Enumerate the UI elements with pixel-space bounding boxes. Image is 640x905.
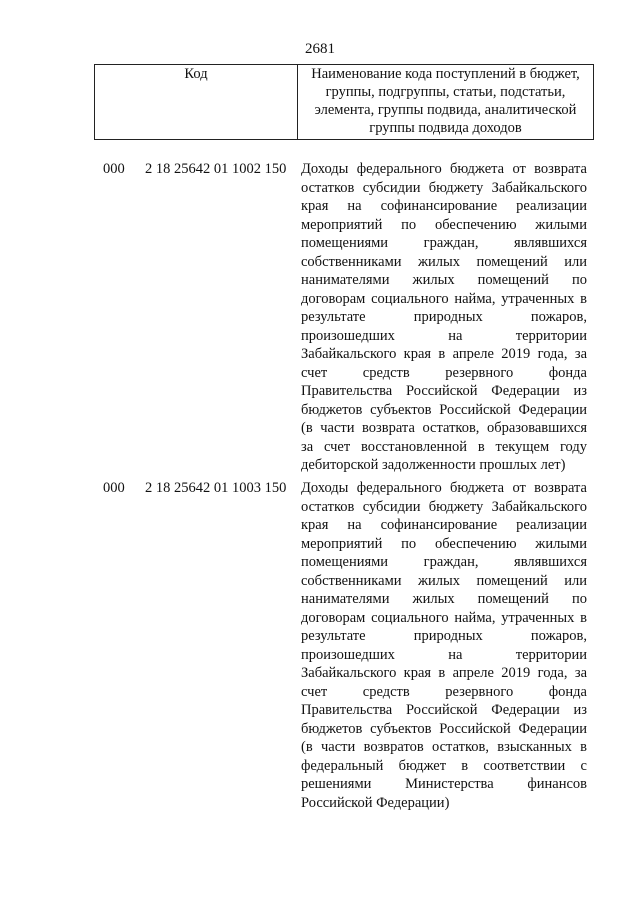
row-description-line: Доходы федерального бюджета от возврата bbox=[301, 480, 587, 496]
header-code-label: Код bbox=[184, 66, 208, 82]
row-description-line: мероприятий по обеспечению жилыми bbox=[301, 216, 587, 233]
row-description-line: договорам социального найма, утраченных в bbox=[301, 609, 587, 626]
row-revenue-code: 2 18 25642 01 1002 150 bbox=[145, 161, 287, 177]
row-description-line: помещениями граждан, являвшихся bbox=[301, 554, 587, 570]
row-description-line: Забайкальского края в апреле 2019 года, за bbox=[301, 665, 587, 681]
row-description-line: остатков субсидии бюджету Забайкальского bbox=[301, 498, 587, 515]
row-description-line: края на софинансирование реализации bbox=[301, 198, 587, 214]
header-code-cell bbox=[95, 65, 298, 140]
row-description-line: (в части возврата остатков, образовавшихся bbox=[301, 420, 587, 436]
row-description-line: остатков субсидии бюджету Забайкальского bbox=[301, 179, 587, 196]
header-name-cell bbox=[298, 65, 594, 140]
header-name-line: Наименование кода поступлений в бюджет, bbox=[311, 66, 580, 82]
row-description-line: за счет восстановленной в текущем году bbox=[301, 438, 587, 455]
row-description-line: нанимателями жилых помещений по bbox=[301, 272, 587, 288]
page-number: 2681 bbox=[305, 41, 335, 57]
row-description-line: нанимателями жилых помещений по bbox=[301, 591, 587, 607]
row-description-line: (в части возвратов остатков, взысканных в bbox=[301, 739, 587, 755]
row-description-line: Забайкальского края в апреле 2019 года, за bbox=[301, 346, 587, 362]
row-description-line: результате природных пожаров, bbox=[301, 628, 587, 644]
table-header bbox=[94, 64, 594, 140]
row-description-line: счет средств резервного фонда bbox=[301, 364, 587, 381]
row-description bbox=[301, 160, 587, 475]
row-description-line: бюджетов субъектов Российской Федерации bbox=[301, 401, 587, 418]
row-description-line: результате природных пожаров, bbox=[301, 309, 587, 325]
row-description-line: края на софинансирование реализации bbox=[301, 517, 587, 533]
row-code-prefix: 000 bbox=[103, 161, 125, 177]
row-description-line: договорам социального найма, утраченных в bbox=[301, 290, 587, 307]
row-description-line: собственниками жилых помещений или bbox=[301, 253, 587, 270]
row-description-line: мероприятий по обеспечению жилыми bbox=[301, 535, 587, 552]
row-description-line: бюджетов субъектов Российской Федерации bbox=[301, 720, 587, 737]
row-description-line: федеральный бюджет в соответствии с bbox=[301, 757, 587, 774]
header-name-line: группы, подгруппы, статьи, подстатьи, bbox=[325, 84, 566, 100]
row-description-line: счет средств резервного фонда bbox=[301, 683, 587, 700]
row-description-line: произошедших на территории bbox=[301, 327, 587, 344]
row-revenue-code: 2 18 25642 01 1003 150 bbox=[145, 480, 287, 496]
row-description-line: Российской Федерации) bbox=[301, 794, 450, 811]
header-name-line: элемента, группы подвида, аналитической bbox=[314, 102, 577, 118]
row-description-line: помещениями граждан, являвшихся bbox=[301, 235, 587, 251]
header-name-line: группы подвида доходов bbox=[369, 120, 522, 136]
row-description-line: дебиторской задолженности прошлых лет) bbox=[301, 457, 566, 473]
row-description-line: собственниками жилых помещений или bbox=[301, 572, 587, 589]
row-description-line: произошедших на территории bbox=[301, 646, 587, 663]
row-description-line: Доходы федерального бюджета от возврата bbox=[301, 161, 587, 177]
row-description bbox=[301, 479, 587, 812]
row-description-line: Правительства Российской Федерации из bbox=[301, 383, 587, 399]
row-description-line: решениями Министерства финансов bbox=[301, 776, 587, 792]
row-code-prefix: 000 bbox=[103, 480, 125, 496]
row-description-line: Правительства Российской Федерации из bbox=[301, 702, 587, 718]
